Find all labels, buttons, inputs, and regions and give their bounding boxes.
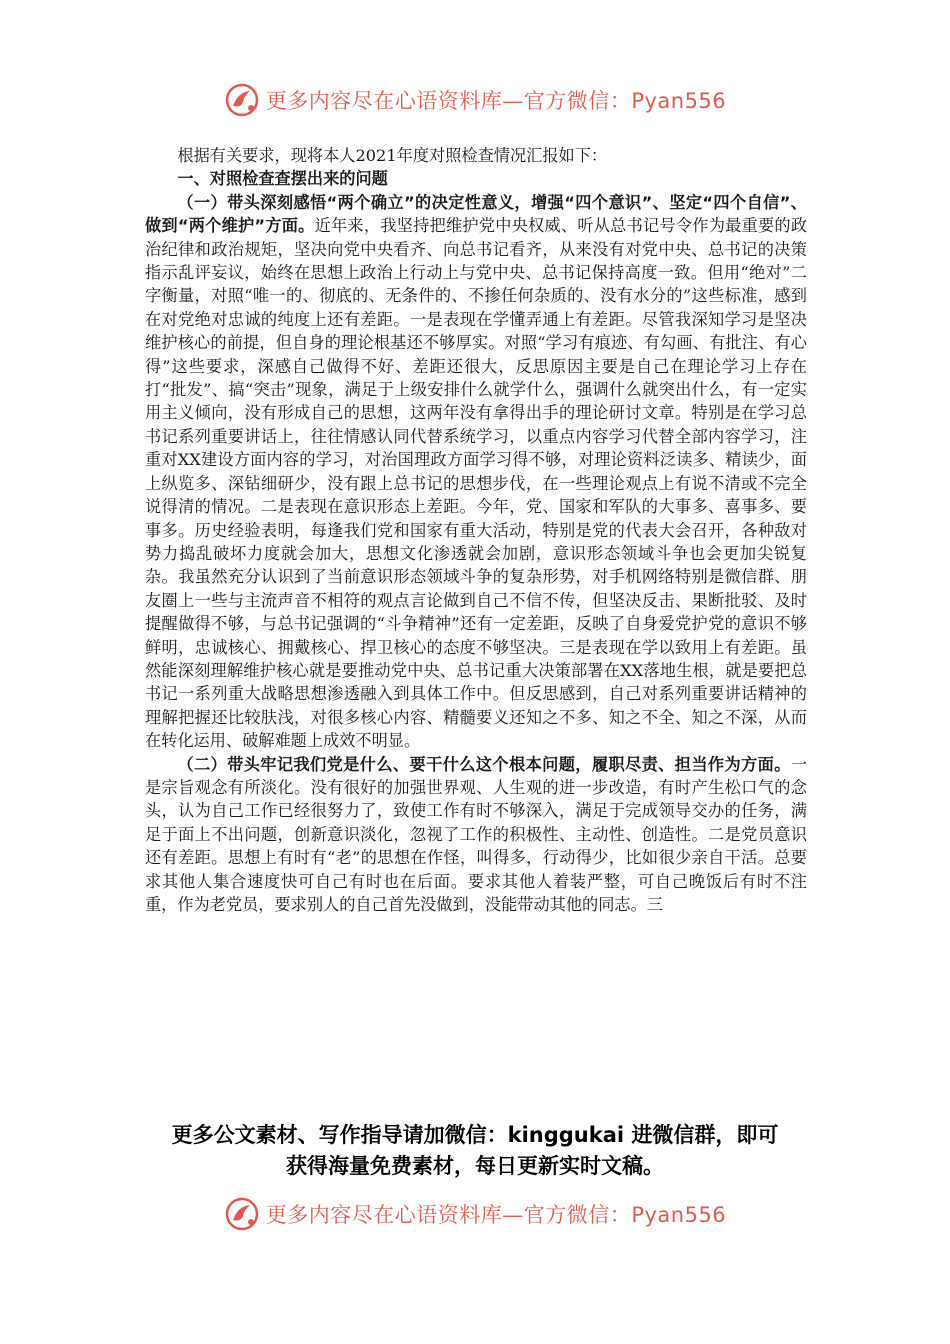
logo-icon [224,82,260,118]
intro-paragraph: 根据有关要求，现将本人2021年度对照检查情况汇报如下： [177,146,608,165]
banner-wechat-id: Pyan556 [631,1203,727,1227]
item1-paragraph [145,191,807,753]
logo-icon [224,1196,260,1232]
document-body [145,144,807,916]
promo-line-1: 更多公文素材、写作指导请加微信：kinggukai 进微信群，即可 [171,1123,779,1147]
item1-text: 近年来，我坚持把维护党中央权威、听从总书记号令作为最重要的政治纪律和政治规矩，坚决向党中央看齐、向总书记看齐，从来没有对党中央、总书记的决策指示乱评妄议，始终在思想上政治上行动上与党中央、总书记保持高度一致。但用“绝对”二字衡量，对照“唯一的、彻底的、无条件的、不掺任何杂质的、没有水分的”这些标准，感到在对党绝对忠诚的纯度上还有差距。一是表现在学懂弄通上有差距。尽管我深知学习是坚决维护核心的前提，但自身的理论根基还不够厚实。对照“学习有痕迹、有勾画、有批注、有心得”这些要求，深感自己做得不好、差距还很大，反思原因主要是自己在理论学习上存在打“批发”、搞“突击”现象，满足于上级安排什么就学什么，强调什么就突出什么，有一定实用主义倾向，没有形成自己的思想，这两年没有拿得出手的理论研讨文章。特别是在学习总书记系列重要讲话上，往往情感认同代替系统学习，以重点内容学习代替全部内容学习，注重对XX建设方面内容的学习，对治国理政方面学习得不够，对理论资料泛读多、精读少，面上纵览多、深钻细研少，没有跟上总书记的思想步伐，在一些理论观点上有说不清或不完全说得清的情况。二是表现在意识形态上差距。今年，党、国家和军队的大事多、喜事多、要事多。历史经验表明，每逢我们党和国家有重大活动，特别是党的代表大会召开，各种敌对势力捣乱破坏力度就会加大，思想文化渗透就会加剧，意识形态领域斗争也会更加尖锐复杂。我虽然充分认识到了当前意识形态领域斗争的复杂形势，对手机网络特别是微信群、朋友圈上一些与主流声音不相符的观点言论做到自己不信不传，但坚决反击、果断批驳、及时提醒做得不够，与总书记强调的“斗争精神”还有一定差距，反映了自身爱党护党的意识不够鲜明，忠诚核心、拥戴核心、捍卫核心的态度不够坚决。三是表现在学以致用上有差距。虽然能深刻理解维护核心就是要推动党中央、总书记重大决策部署在XX落地生根，就是要把总书记一系列重大战略思想渗透融入到具体工作中。但反思感到，自己对系列重要讲话精神的理解把握还比较肤浅，对很多核心内容、精髓要义还知之不多、知之不全、知之不深，从而在转化运用、破解难题上成效不明显。 [145,216,808,751]
item2-paragraph [145,753,807,917]
banner-text: 更多内容尽在心语资料库—官方微信：Pyan556 [265,89,727,113]
banner-wechat-id: Pyan556 [631,89,727,113]
promo-line-2: 获得海量免费素材，每日更新实时文稿。 [286,1154,664,1178]
banner-text: 更多内容尽在心语资料库—官方微信：Pyan556 [265,1203,727,1227]
section-heading: 一、对照检查查摆出来的问题 [177,169,388,189]
item2-text: 一是宗旨观念有所淡化。没有很好的加强世界观、人生观的进一步改造，有时产生松口气的念头，认为自己工作已经很努力了，致使工作有时不够深入，满足于完成领导交办的任务，满足于面上不出问题，创新意识淡化，忽视了工作的积极性、主动性、创造性。二是党员意识还有差距。思想上有时有“老”的思想在作怪，叫得多，行动得少，比如很少亲自干活。总要求其他人集合速度快可自己有时也在后面。要求其他人着装严整，可自己晚饭后有时不注重，作为老党员，要求别人的自己首先没做到，没能带动其他的同志。三 [145,754,807,914]
header-watermark-banner [0,78,950,122]
promo-text [140,1120,810,1182]
item1-title: （一）带头深刻感悟“两个确立”的决定性意义，增强“四个意识”、坚定“四个自信”、做到“两个维护”方面。 [145,192,807,236]
footer-watermark-banner [0,1192,950,1236]
item2-title: （二）带头牢记我们党是什么、要干什么这个根本问题，履职尽责、担当作为方面。 [177,754,791,774]
